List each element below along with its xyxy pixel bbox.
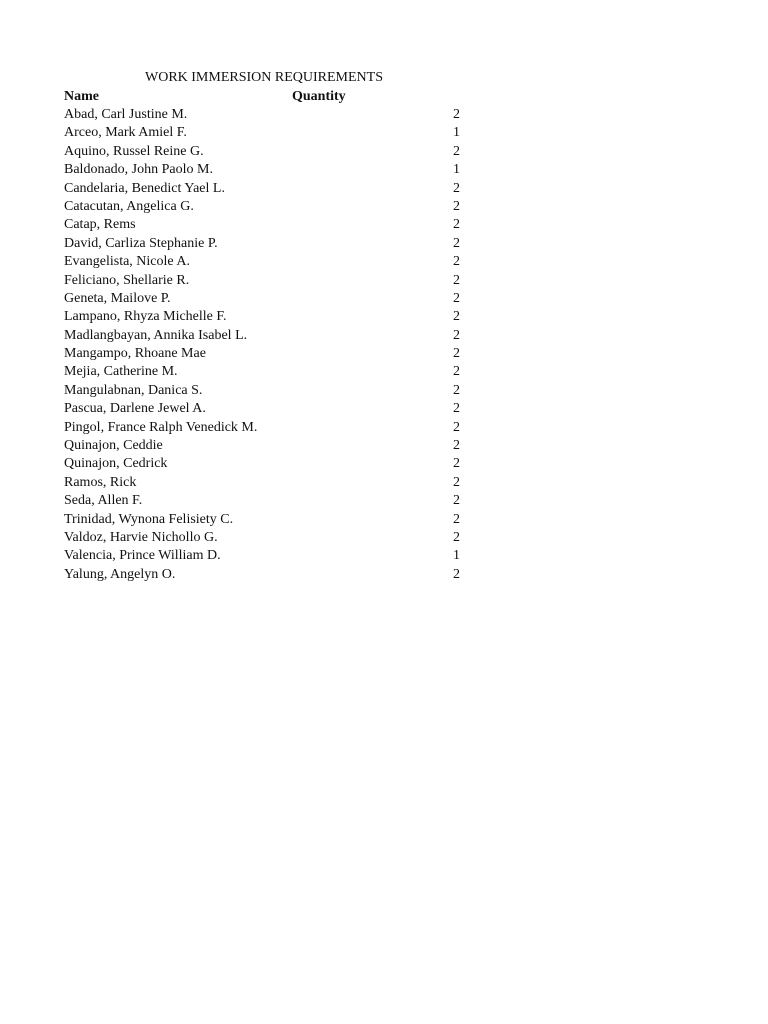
table-row (64, 328, 464, 346)
table-row (64, 309, 464, 327)
quantity-value: 2 (453, 493, 460, 509)
student-name: Pingol, France Ralph Venedick M. (64, 419, 258, 435)
table-row (64, 567, 464, 585)
student-name: Mangampo, Rhoane Mae (64, 346, 206, 362)
student-name: David, Carliza Stephanie P. (64, 235, 218, 251)
student-name: Seda, Allen F. (64, 493, 143, 509)
student-name: Evangelista, Nicole A. (64, 254, 190, 270)
table-row (64, 438, 464, 456)
student-name: Ramos, Rick (64, 474, 137, 490)
table-row (64, 217, 464, 235)
table-row (64, 493, 464, 511)
student-name: Candelaria, Benedict Yael L. (64, 180, 225, 196)
student-name: Aquino, Russel Reine G. (64, 143, 204, 159)
quantity-value: 2 (453, 198, 460, 214)
quantity-value: 2 (453, 456, 460, 472)
table-row (64, 475, 464, 493)
table-row (64, 291, 464, 309)
quantity-value: 2 (453, 309, 460, 325)
student-name: Baldonado, John Paolo M. (64, 162, 213, 178)
table-row (64, 144, 464, 162)
quantity-value: 2 (453, 511, 460, 527)
table-row (64, 199, 464, 217)
table-row (64, 420, 464, 438)
table-row (64, 383, 464, 401)
quantity-value: 2 (453, 346, 460, 362)
table-row (64, 162, 464, 180)
table-row (64, 530, 464, 548)
student-name: Catacutan, Angelica G. (64, 198, 194, 214)
quantity-value: 1 (453, 162, 460, 178)
table-row (64, 548, 464, 566)
student-name: Arceo, Mark Amiel F. (64, 125, 187, 141)
student-name: Abad, Carl Justine M. (64, 107, 188, 122)
table-row (64, 364, 464, 382)
table-row (64, 456, 464, 474)
quantity-value: 2 (453, 401, 460, 417)
student-name: Lampano, Rhyza Michelle F. (64, 309, 227, 325)
document-title: WORK IMMERSION REQUIREMENTS (145, 70, 383, 85)
student-name: Mejia, Catherine M. (64, 364, 178, 380)
student-name: Valencia, Prince William D. (64, 548, 221, 564)
quantity-value: 2 (453, 566, 460, 582)
quantity-value: 2 (453, 254, 460, 270)
quantity-value: 2 (453, 143, 460, 159)
table-row (64, 346, 464, 364)
quantity-value: 2 (453, 290, 460, 306)
quantity-value: 1 (453, 548, 460, 564)
quantity-value: 2 (453, 474, 460, 490)
student-name: Valdoz, Harvie Nichollo G. (64, 529, 218, 545)
quantity-value: 2 (453, 272, 460, 288)
table-row (64, 236, 464, 254)
table-row (64, 273, 464, 291)
student-name: Mangulabnan, Danica S. (64, 382, 203, 398)
quantity-value: 2 (453, 107, 460, 122)
table-row (64, 125, 464, 143)
student-name: Feliciano, Shellarie R. (64, 272, 190, 288)
student-name: Yalung, Angelyn O. (64, 566, 176, 582)
student-name: Madlangbayan, Annika Isabel L. (64, 327, 248, 343)
quantity-value: 2 (453, 180, 460, 196)
quantity-value: 2 (453, 438, 460, 454)
table-row (64, 107, 464, 125)
student-name: Quinajon, Ceddie (64, 438, 163, 454)
student-name: Geneta, Mailove P. (64, 290, 171, 306)
table-row (64, 181, 464, 199)
table-row (64, 512, 464, 530)
table-row (64, 254, 464, 272)
quantity-value: 2 (453, 382, 460, 398)
quantity-value: 2 (453, 529, 460, 545)
table-row (64, 401, 464, 419)
requirements-list (64, 107, 464, 585)
quantity-value: 2 (453, 419, 460, 435)
student-name: Pascua, Darlene Jewel A. (64, 401, 206, 417)
quantity-value: 2 (453, 235, 460, 251)
name-column-header: Name (64, 89, 99, 104)
quantity-column-header: Quantity (292, 89, 346, 104)
student-name: Quinajon, Cedrick (64, 456, 168, 472)
quantity-value: 1 (453, 125, 460, 141)
quantity-value: 2 (453, 364, 460, 380)
quantity-value: 2 (453, 217, 460, 233)
student-name: Trinidad, Wynona Felisiety C. (64, 511, 234, 527)
student-name: Catap, Rems (64, 217, 136, 233)
quantity-value: 2 (453, 327, 460, 343)
